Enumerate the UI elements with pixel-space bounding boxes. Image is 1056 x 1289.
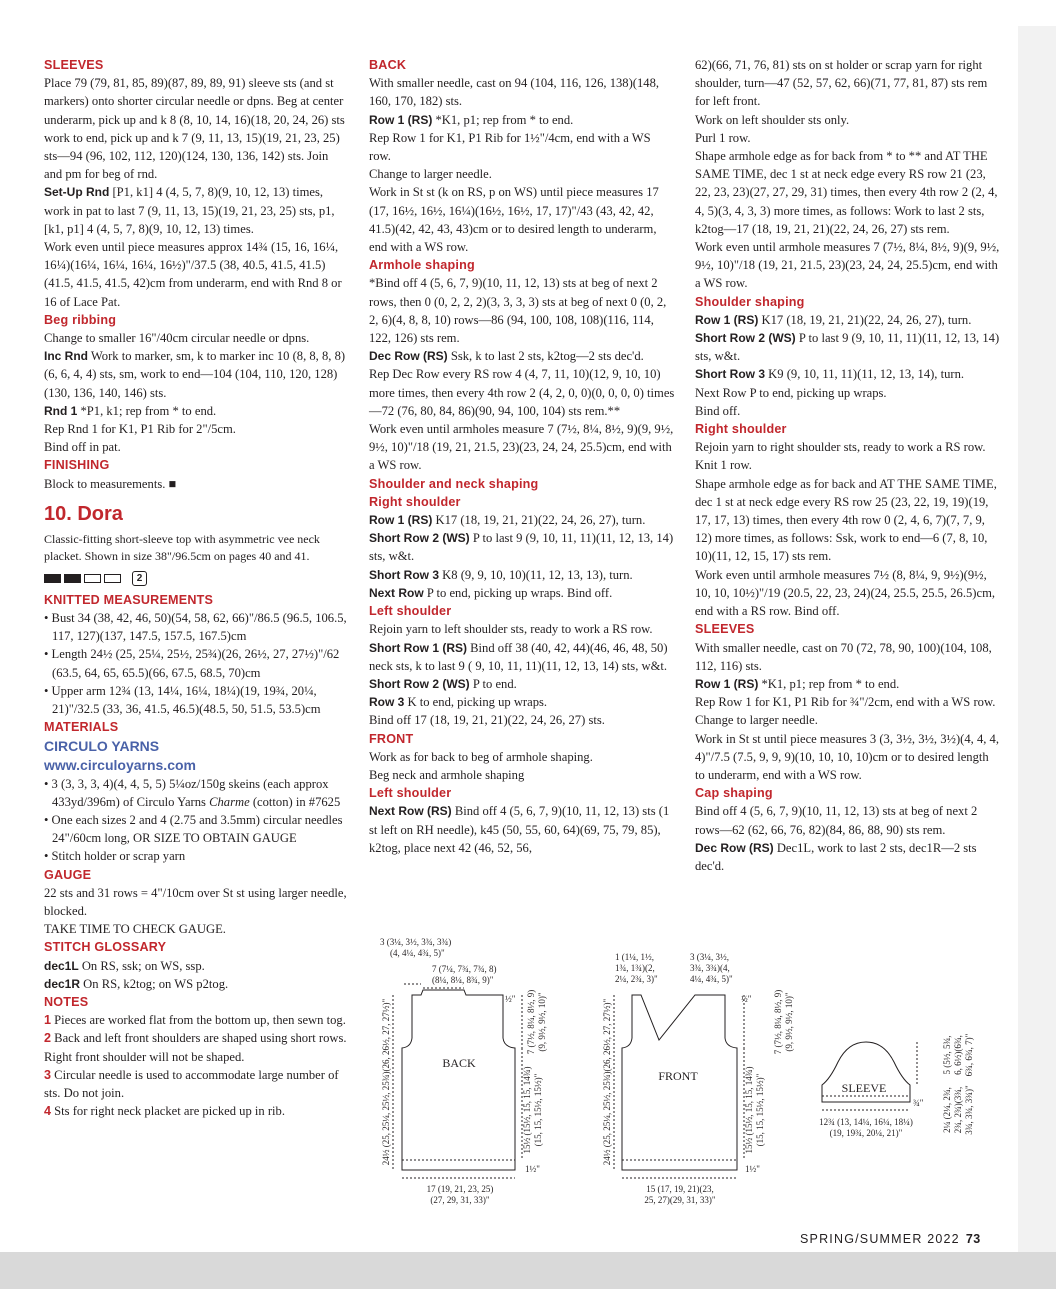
rnd1-label: Rnd 1 bbox=[44, 403, 78, 418]
row-label: Short Row 2 (WS) bbox=[369, 531, 470, 546]
material-yarn-text: • 3 (3, 3, 3, 4)(4, 4, 5, 5) 5¼oz/150g skeins (each approx 433yd/396m) of Circulo Yarns bbox=[44, 776, 329, 809]
measurement-bust: • Bust 34 (38, 42, 46, 50)(54, 58, 62, 66)"/86.5 (96.5, 106.5, 117, 127)(137, 147.5, 157.5, 167.5)cm bbox=[44, 611, 347, 644]
back-text-5: Work in St st (k on RS, p on WS) until piece measures 17 (17, 16½, 16½, 16¼)(16½, 16½, 17, 17)"/43 (43, 42, 42, 41.5)(42, 42, 43, 43)cm or to desired length to underarm, end with a WS row. bbox=[369, 185, 659, 255]
row-label: Dec Row (RS) bbox=[695, 840, 774, 855]
back-neck-dim-2: (8¼, 8¼, 8¾, 9)" bbox=[432, 975, 494, 985]
row-text: K8 (9, 9, 10, 10)(11, 12, 13, 13), turn. bbox=[439, 567, 633, 582]
back-rib-dim: 1½" bbox=[525, 1164, 540, 1174]
cap-text-1: Bind off 4 (5, 6, 7, 9)(10, 11, 12, 13) sts at beg of next 2 rows—62 (62, 66, 76, 82)(84, 86, 88, 90) sts rem. bbox=[695, 804, 978, 837]
material-needles: • One each sizes 2 and 4 (2.75 and 3.5mm) circular needles 24"/60cm long, OR SIZE TO OBTAIN GAUGE bbox=[44, 812, 343, 846]
ribbing-text-1: Change to smaller 16"/40cm circular needle or dpns. bbox=[44, 331, 310, 346]
heading-shoulder-shaping: Shoulder shaping bbox=[695, 294, 805, 309]
row-label: Short Row 1 (RS) bbox=[369, 640, 467, 655]
back-text-4: Change to larger needle. bbox=[369, 167, 492, 182]
row-text: P to end. bbox=[469, 676, 517, 691]
c3-text-4: Shape armhole edge as for back from * to ** and AT THE SAME TIME, dec 1 st at neck edge every RS row 21 (23, 22, 23, 23)(27, 27, 29, 31) times, then every 4th row 2 (2, 4, 4, 5)(3, 4, 3, 3) more times, as follows: Work to last 2 sts, k2tog—17 (18, 19, 21, 21)(22, 24, 26, 27) sts rem. bbox=[695, 149, 998, 236]
heading-stitch-glossary: STITCH GLOSSARY bbox=[44, 940, 167, 955]
row-text: K17 (18, 19, 21, 21)(22, 24, 26, 27), turn. bbox=[758, 312, 972, 327]
row-text: K to end, picking up wraps. bbox=[404, 695, 548, 710]
row-text: Bind off 4 (5, 6, 7, 9)(10, 11, 12, 13) sts (1 st left on RH needle), k45 (50, 55, 60, 64)(69, 75, 79, 85), k2tog, place next 42 (46, 52, 56, bbox=[369, 804, 670, 855]
sleeve-label: SLEEVE bbox=[841, 1081, 887, 1095]
heading-sleeves: SLEEVES bbox=[44, 58, 104, 72]
measurement-length: • Length 24½ (25, 25¼, 25½, 25¾)(26, 26½, 27, 27½)"/62 (63.5, 64, 65, 65.5)(66, 67.5, 68.5, 70)cm bbox=[44, 647, 340, 680]
note-text: Back and left front shoulders are shaped using short rows. Right front shoulder will not be shaped. bbox=[44, 1031, 347, 1064]
heading-front: FRONT bbox=[369, 731, 414, 746]
material-holder: • Stitch holder or scrap yarn bbox=[44, 849, 186, 864]
ribbing-text-4: Rep Rnd 1 for K1, P1 Rib for 2"/5cm. bbox=[44, 422, 236, 437]
armhole-text-1: *Bind off 4 (5, 6, 7, 9)(10, 11, 12, 13) sts at beg of next 2 rows, then 0 (0, 2, 2, 2)(3, 3, 3, 3) sts at beg of next 0 (0, 2, 2, 6)(4, 8, 8, 10) rows—86 (94, 100, 108, 108)(116, 114, 122, 126) sts rem. bbox=[369, 276, 667, 346]
front-rib-dim: 1½" bbox=[745, 1164, 760, 1174]
sleeve-width-dim-2: (19, 19¾, 20¼, 21)" bbox=[829, 1128, 903, 1138]
sleeve-length-dim-3: 3¾, 3¾, 3¾)" bbox=[964, 1085, 974, 1135]
pattern-intro: Classic-fitting short-sleeve top with asymmetric vee neck placket. Shown in size 38"/96.5cm on pages 40 and 41. bbox=[44, 531, 320, 563]
heading-sleeves-2: SLEEVES bbox=[695, 622, 755, 637]
page-number: 73 bbox=[965, 1232, 981, 1246]
sl-text-3: Rep Row 1 for K1, P1 Rib for ¾"/2cm, end with a WS row. bbox=[695, 695, 996, 710]
front-right-dim-3: 4¼, 4¾, 5)" bbox=[690, 974, 733, 984]
c3-text-1: 62)(66, 71, 76, 81) sts on st holder or scrap yarn for right shoulder, turn—47 (52, 57, 62, 66)(71, 77, 81, 87) sts rem for left front. bbox=[695, 58, 988, 109]
finishing-text: Block to measurements. ■ bbox=[44, 476, 177, 491]
rs-front-text-4: Work even until armhole measures 7½ (8, 8¼, 9, 9½)(9½, 10, 10, 10½)"/19 (20.5, 22, 23, 24)(24, 25.5, 25.5, 26.5)cm, end with a RS row. Bind off. bbox=[695, 567, 996, 619]
row-label: Row 1 (RS) bbox=[369, 513, 433, 528]
row-text: *K1, p1; rep from * to end. bbox=[432, 112, 574, 127]
front-text-2: Beg neck and armhole shaping bbox=[369, 767, 525, 782]
back-side-dim-1: 15½ (15½, 15, 15, 14¾) bbox=[522, 1066, 532, 1154]
sleeve-length-dim-2: 2¾, 2¾)(3¾, bbox=[953, 1086, 963, 1134]
page-footer bbox=[800, 1232, 981, 1246]
row-text: P to last 9 (9, 10, 11, 11)(11, 12, 13, 14) sts, w&t. bbox=[369, 531, 674, 564]
note-number: 2 bbox=[44, 1031, 52, 1046]
heading-front-left-shoulder: Left shoulder bbox=[369, 786, 452, 801]
heading-cap-shaping: Cap shaping bbox=[695, 786, 773, 801]
row-text: Dec1L, work to last 2 sts, dec1R—2 sts dec'd. bbox=[695, 840, 977, 873]
dec1r-label: dec1R bbox=[44, 976, 81, 991]
back-side-dim-2: (15, 15, 15½, 15½)" bbox=[533, 1073, 543, 1147]
ss-text-4: Next Row P to end, picking up wraps. bbox=[695, 385, 887, 400]
row-label: Short Row 2 (WS) bbox=[369, 676, 470, 691]
row-label: Row 1 (RS) bbox=[695, 676, 759, 691]
back-width-dim-1: 17 (19, 21, 23, 25) bbox=[426, 1184, 494, 1194]
material-yarn-name: Charme bbox=[209, 794, 250, 809]
row-text: K17 (18, 19, 21, 21)(22, 24, 26, 27), turn. bbox=[432, 513, 646, 528]
note-text: Pieces are worked flat from the bottom up, then sewn tog. bbox=[51, 1013, 346, 1028]
note-text: Sts for right neck placket are picked up in rib. bbox=[51, 1104, 285, 1119]
row-label: Short Row 2 (WS) bbox=[695, 331, 796, 346]
back-shoulder-dim-1: 3 (3¼, 3½, 3¾, 3¾) bbox=[380, 937, 452, 947]
rs-front-text-3: Shape armhole edge as for back and AT THE SAME TIME, dec 1 st at neck edge every RS row 25 (23, 22, 19, 19)(19, 17, 17, 13) times, then every 4th row 0 (2, 4, 6, 7)(7, 7, 9, 12) more times, as follows: Ssk, work to end—6 (7, 8, 10, 10)(11, 12, 15, 17) sts rem. bbox=[695, 476, 997, 564]
front-left-dim-2: 1¾, 1¾)(2, bbox=[615, 963, 655, 973]
inc-text: Work to marker, sm, k to marker inc 10 (8, 8, 8, 8)(6, 6, 4, 4) sts, sm, work to end—104 (104, 110, 120, 128)(130, 136, 140, 146) sts. bbox=[44, 349, 346, 400]
front-right-dim-1: 3 (3¼, 3½, bbox=[690, 952, 729, 962]
ribbing-text-5: Bind off in pat. bbox=[44, 440, 121, 455]
heading-right-shoulder-front: Right shoulder bbox=[695, 422, 787, 437]
inc-label: Inc Rnd bbox=[44, 349, 88, 364]
rnd1-text: *P1, k1; rep from * to end. bbox=[77, 403, 217, 418]
sleeve-length-dim-1: 2¼ (2¼, 2¾, bbox=[942, 1087, 952, 1133]
sleeves-text-1: Place 79 (79, 81, 85, 89)(87, 89, 89, 91) sleeve sts (and st markers) onto shorter circular needle or dpns. Beg at center underarm, pick up and k 8 (8, 10, 14, 16)(18, 20, 24, 26) sts work to end, pick up and k 7 (9, 11, 13, 15)(19, 21, 23, 25) sts—94 (96, 102, 112, 120)(124, 130, 136, 142) sts. Join and pm for beg of rnd. bbox=[44, 76, 345, 182]
front-left-dim-3: 2¼, 2¾, 3)" bbox=[615, 974, 658, 984]
c3-text-2: Work on left shoulder sts only. bbox=[695, 112, 850, 127]
sl-text-1: With smaller needle, cast on 70 (72, 78, 90, 100)(104, 108, 112, 116) sts. bbox=[695, 640, 992, 673]
c3-text-5: Work even until armhole measures 7 (7½, 8¼, 8½, 9)(9, 9½, 9½, 10)"/18 (19, 21, 21.5, 23)(23, 24, 24, 25.5)cm, end with a WS row. bbox=[695, 240, 1000, 291]
armhole-text-3: Rep Dec Row every RS row 4 (4, 7, 11, 10)(12, 9, 10, 10) more times, then every 4th row 2 (4, 2, 0, 0)(0, 0, 0, 0) times—72 (76, 80, 84, 86)(90, 94, 100, 104) sts rem.** bbox=[369, 367, 675, 418]
sl-text-5: Work in St st until piece measures 3 (3, 3½, 3½, 3½)(4, 4, 4, 4)"/7.5 (7.5, 9, 9, 9)(10, 10, 10, 10)cm or to desired length to underarm, end with a WS row. bbox=[695, 731, 999, 782]
note-number: 4 bbox=[44, 1104, 52, 1119]
row-text: *K1, p1; rep from * to end. bbox=[758, 676, 900, 691]
row-label: Row 3 bbox=[369, 695, 405, 710]
ls-text-1: Rejoin yarn to left shoulder sts, ready to work a RS row. bbox=[369, 622, 653, 637]
row-text: P to last 9 (9, 10, 11, 11)(11, 12, 13, 14) sts, w&t. bbox=[695, 331, 1000, 364]
magazine-issue: SPRING/SUMMER 2022 bbox=[800, 1232, 960, 1246]
material-yarn-end: (cotton) in #7625 bbox=[249, 794, 341, 809]
front-width-dim-2: 25, 27)(29, 31, 33)" bbox=[644, 1195, 716, 1205]
rs-front-text-1: Rejoin yarn to right shoulder sts, ready to work a RS row. bbox=[695, 440, 986, 455]
measurement-upper-arm: • Upper arm 12¾ (13, 14¼, 16¼, 18¼)(19, 19¾, 20¼, 21)"/32.5 (33, 36, 41.5, 46.5)(48.5, 50, 51.5, 53.5)cm bbox=[44, 683, 321, 717]
setup-label: Set-Up Rnd bbox=[44, 185, 110, 200]
heading-finishing: FINISHING bbox=[44, 458, 110, 473]
front-armhole-dim-1: 7 (7½, 8¼, 8½, 9) bbox=[773, 989, 783, 1055]
sleeve-cap-dim-1: 5 (5½, 5¾, bbox=[942, 1035, 952, 1075]
ss-text-5: Bind off. bbox=[695, 403, 741, 418]
back-armhole-dim-1: 7 (7½, 8¼, 8½, 9) bbox=[526, 989, 536, 1055]
yarn-company: CIRCULO YARNS bbox=[44, 737, 160, 754]
heading-left-shoulder: Left shoulder bbox=[369, 604, 452, 619]
heading-notes: NOTES bbox=[44, 994, 89, 1009]
setup-text: [P1, k1] 4 (4, 5, 7, 8)(9, 10, 12, 13) times, work in pat to last 7 (9, 11, 13, 15)(19, 21, 23, 25) sts, p1, [k1, p1] 4 (4, 5, 7, 8)(9, 10, 12, 13) times. bbox=[44, 185, 335, 236]
row-text: Ssk, k to last 2 sts, k2tog—2 sts dec'd. bbox=[447, 349, 644, 364]
note-number: 3 bbox=[44, 1067, 52, 1082]
sleeves-text-3: Work even until piece measures approx 14¾ (15, 16, 16¼, 16¼)(16¼, 16¼, 16¼, 16½)"/37.5 (38, 40.5, 41.5, 41.5)(41.5, 41.5, 41.5, 42)cm from underarm, end with Rnd 8 or 16 of Lace Pat. bbox=[44, 240, 342, 309]
front-side-dim-1: 15½ (15½, 15, 15, 14¾) bbox=[744, 1066, 754, 1154]
back-length-dim: 24½ (25, 25¼, 25½, 25¾)(26, 26½, 27, 27½)" bbox=[381, 998, 391, 1166]
heading-materials: MATERIALS bbox=[44, 720, 119, 735]
front-width-dim-1: 15 (17, 19, 21)(23, bbox=[646, 1184, 714, 1194]
back-text-3: Rep Row 1 for K1, P1 Rib for 1½"/4cm, end with a WS row. bbox=[369, 130, 651, 164]
back-schematic bbox=[402, 990, 515, 1170]
front-label: FRONT bbox=[658, 1069, 698, 1083]
sleeve-rib-dim: ¾" bbox=[913, 1098, 924, 1108]
dec1r-text: On RS, k2tog; on WS p2tog. bbox=[80, 976, 229, 991]
back-width-dim-2: (27, 29, 31, 33)" bbox=[430, 1195, 490, 1205]
back-half-inch: ½" bbox=[505, 994, 516, 1004]
front-side-dim-2: (15, 15, 15½, 15½)" bbox=[755, 1073, 765, 1147]
heading-beg-ribbing: Beg ribbing bbox=[44, 312, 117, 327]
row-label: Row 1 (RS) bbox=[695, 312, 759, 327]
front-left-dim-1: 1 (1¼, 1½, bbox=[615, 952, 654, 962]
row-text: P to end, picking up wraps. Bind off. bbox=[423, 585, 613, 600]
row-label: Short Row 3 bbox=[369, 567, 440, 582]
back-text-1: With smaller needle, cast on 94 (104, 116, 126, 138)(148, 160, 170, 182) sts. bbox=[369, 76, 660, 109]
row-label: Short Row 3 bbox=[695, 367, 766, 382]
yarn-website-link[interactable]: www.circuloyarns.com bbox=[44, 756, 196, 773]
heading-knitted-measurements: KNITTED MEASUREMENTS bbox=[44, 592, 214, 607]
dec1l-text: On RS, ssk; on WS, ssp. bbox=[78, 958, 205, 973]
front-text-1: Work as for back to beg of armhole shaping. bbox=[369, 749, 593, 764]
sleeve-width-dim-1: 12¾ (13, 14¼, 16¼, 18¼) bbox=[819, 1117, 913, 1127]
rs-front-text-2: Knit 1 row. bbox=[695, 458, 752, 473]
note-text: Circular needle is used to accommodate large number of sts. Do not join. bbox=[44, 1067, 339, 1100]
armhole-text-4: Work even until armholes measure 7 (7½, 8¼, 8½, 9)(9, 9½, 9½, 10)"/18 (19, 21, 21.5, 23)(23, 24, 24, 25.5)cm, end with a WS row. bbox=[369, 422, 674, 473]
heading-gauge: GAUGE bbox=[44, 867, 92, 882]
row-label: Dec Row (RS) bbox=[369, 349, 448, 364]
gauge-check: TAKE TIME TO CHECK GAUGE. bbox=[44, 922, 226, 937]
sl-text-4: Change to larger needle. bbox=[695, 713, 818, 728]
front-right-dim-2: 3¾, 3¾)(4, bbox=[690, 963, 730, 973]
row-text: Bind off 38 (40, 42, 44)(46, 46, 48, 50) neck sts, k to last 9 ( 9, 10, 11, 11)(11, 12, 13, 14) sts, w&t. bbox=[369, 640, 668, 673]
gauge-text: 22 sts and 31 rows = 4"/10cm over St st using larger needle, blocked. bbox=[44, 885, 347, 918]
note-number: 1 bbox=[44, 1013, 52, 1028]
c3-text-3: Purl 1 row. bbox=[695, 130, 751, 145]
back-neck-dim-1: 7 (7¼, 7¾, 7¾, 8) bbox=[432, 964, 497, 974]
sleeve-cap-dim-3: 6¾, 6¾, 7)" bbox=[964, 1033, 974, 1077]
row-label: Next Row bbox=[369, 585, 424, 600]
front-half-inch: ½" bbox=[741, 994, 752, 1004]
row-label: Next Row (RS) bbox=[369, 804, 452, 819]
heading-shoulder-neck-shaping: Shoulder and neck shaping bbox=[369, 476, 539, 491]
pattern-title: 10. Dora bbox=[44, 502, 123, 525]
heading-armhole-shaping: Armhole shaping bbox=[369, 258, 475, 273]
heading-right-shoulder: Right shoulder bbox=[369, 494, 461, 509]
back-armhole-dim-2: (9, 9½, 9½, 10)" bbox=[537, 992, 547, 1052]
front-armhole-dim-2: (9, 9½, 9½, 10)" bbox=[784, 992, 794, 1052]
yarn-weight-icon: 2 bbox=[132, 571, 147, 586]
sleeve-cap-dim-2: 6, 6½)(6¾, bbox=[953, 1035, 963, 1075]
ls-text-5: Bind off 17 (18, 19, 21, 21)(22, 24, 26, 27) sts. bbox=[369, 713, 605, 728]
dec1l-label: dec1L bbox=[44, 958, 79, 973]
heading-back: BACK bbox=[369, 58, 407, 72]
row-label: Row 1 (RS) bbox=[369, 112, 433, 127]
row-text: K9 (9, 10, 11, 11)(11, 12, 13, 14), turn. bbox=[765, 367, 965, 382]
back-shoulder-dim-2: (4, 4¼, 4¾, 5)" bbox=[390, 948, 445, 958]
back-label: BACK bbox=[442, 1056, 476, 1070]
front-length-dim: 24½ (25, 25¼, 25½, 25¾)(26, 26½, 27, 27½)" bbox=[602, 998, 612, 1166]
